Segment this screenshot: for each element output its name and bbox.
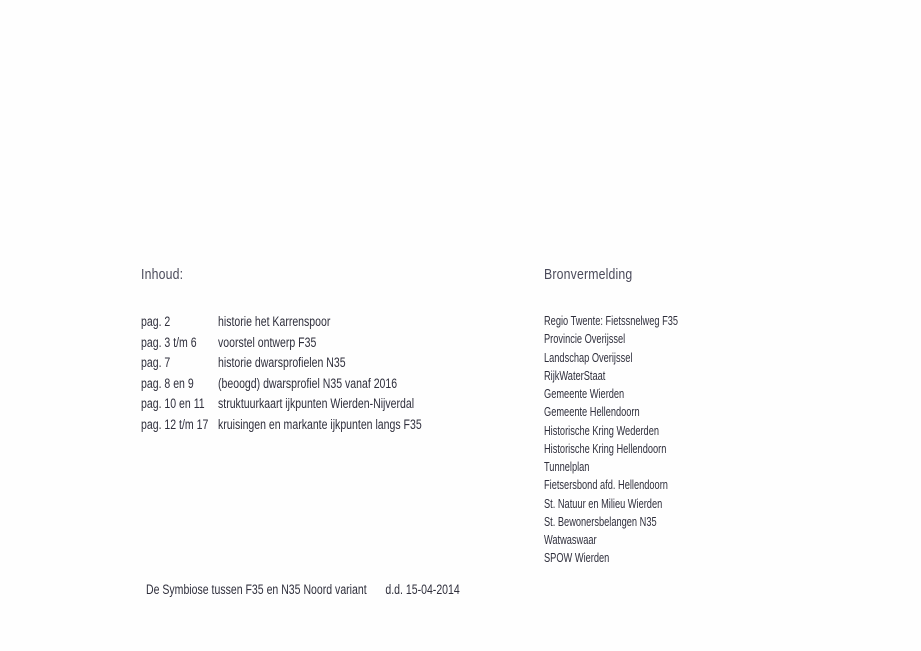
source-item: SPOW Wierden bbox=[544, 551, 610, 566]
source-item: Watwaswaar bbox=[544, 533, 597, 547]
contents-row bbox=[141, 333, 461, 354]
contents-page-ref: pag. 12 t/m 17 bbox=[141, 416, 209, 432]
source-item: Provincie Overijssel bbox=[544, 332, 626, 347]
contents-row bbox=[141, 374, 461, 395]
source-item: Tunnelplan bbox=[544, 460, 590, 474]
contents-heading: Inhoud: bbox=[141, 266, 184, 283]
source-item: Gemeente Hellendoorn bbox=[544, 405, 640, 420]
contents-entry: historie het Karrenspoor bbox=[218, 314, 331, 329]
contents-row bbox=[141, 353, 461, 374]
contents-entry: historie dwarsprofielen N35 bbox=[218, 355, 346, 370]
footer-title: De Symbiose tussen F35 en N35 Noord variant bbox=[146, 582, 367, 597]
contents-entry: voorstel ontwerp F35 bbox=[218, 334, 317, 350]
sources-heading: Bronvermelding bbox=[544, 266, 633, 283]
contents-page-ref: pag. 8 en 9 bbox=[141, 375, 194, 391]
contents-entry: kruisingen en markante ijkpunten langs F35 bbox=[218, 416, 422, 432]
contents-row bbox=[141, 312, 461, 333]
contents-entry: struktuurkaart ijkpunten Wierden-Nijverdal bbox=[218, 396, 415, 411]
contents-row bbox=[141, 415, 461, 436]
contents-page-ref: pag. 2 bbox=[141, 314, 171, 329]
source-item: Gemeente Wierden bbox=[544, 387, 625, 401]
document-footer bbox=[146, 580, 460, 600]
contents-page-ref: pag. 3 t/m 6 bbox=[141, 334, 197, 350]
contents-page-ref: pag. 10 en 11 bbox=[141, 396, 205, 411]
contents-page-ref: pag. 7 bbox=[141, 355, 171, 370]
contents-list bbox=[141, 312, 461, 435]
contents-row bbox=[141, 394, 461, 415]
source-item: Regio Twente: Fietssnelweg F35 bbox=[544, 314, 679, 328]
sources-list bbox=[544, 312, 764, 568]
source-item: Fietsersbond afd. Hellendoorn bbox=[544, 478, 668, 493]
source-item: Landschap Overijssel bbox=[544, 350, 633, 365]
footer-date: d.d. 15-04-2014 bbox=[385, 582, 460, 597]
source-item: Historische Kring Wederden bbox=[544, 423, 660, 438]
source-item: St. Natuur en Milieu Wierden bbox=[544, 496, 663, 511]
source-item: RijkWaterStaat bbox=[544, 368, 606, 383]
source-item: St. Bewonersbelangen N35 bbox=[544, 514, 657, 529]
source-item: Historische Kring Hellendoorn bbox=[544, 441, 667, 456]
contents-entry: (beoogd) dwarsprofiel N35 vanaf 2016 bbox=[218, 375, 398, 391]
